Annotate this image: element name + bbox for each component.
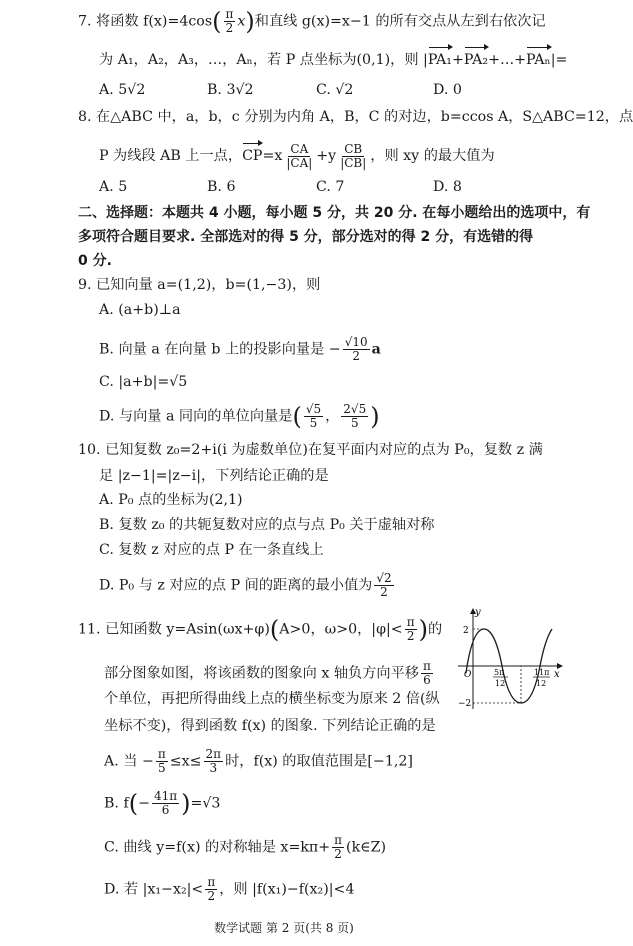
q11-d-pre: D. 若 |x₁−x₂|< bbox=[104, 881, 204, 898]
vector-pa2: PA₂ bbox=[464, 46, 488, 70]
q10-d-text: D. P₀ 与 z 对应的点 P 间的距离的最小值为 bbox=[99, 577, 373, 594]
frac-den: 2 bbox=[406, 629, 415, 643]
q11-a-mid: ≤x≤ bbox=[169, 753, 202, 770]
q11-option-b bbox=[104, 790, 220, 817]
q9-option-c: C. |a+b|=√5 bbox=[99, 374, 188, 390]
vector-pan: PAₙ bbox=[526, 46, 551, 70]
tick1-den: 12 bbox=[495, 679, 506, 688]
paren-left: ( bbox=[212, 7, 222, 36]
origin-label: O bbox=[464, 670, 472, 680]
q11-frac2 bbox=[421, 660, 433, 687]
frac-den: 5 bbox=[350, 416, 359, 430]
paren-right: ) bbox=[418, 615, 428, 644]
paren-right: ) bbox=[370, 402, 380, 431]
q9-d-text: D. 与向量 a 同向的单位向量是 bbox=[99, 408, 293, 425]
q8-line1: 8. 在△ABC 中，a，b，c 分别为内角 A，B，C 的对边，b=ccos A，S△ABC=12，点 bbox=[78, 109, 633, 125]
vector-a: a bbox=[371, 341, 381, 358]
q7-line1 bbox=[78, 8, 546, 35]
frac-num: √10 bbox=[344, 335, 368, 349]
q11-line4: 坐标不变)，得到函数 f(x) 的图象. 下列结论正确的是 bbox=[104, 718, 436, 734]
q7-line2 bbox=[99, 46, 567, 70]
q10-option-b: B. 复数 z₀ 的共轭复数对应的点与点 P₀ 关于虚轴对称 bbox=[99, 517, 435, 533]
q11-c-post: (k∈Z) bbox=[346, 839, 387, 856]
minus: − bbox=[138, 795, 150, 812]
frac-den: 6 bbox=[161, 803, 170, 817]
y-top-label: 2 bbox=[463, 626, 469, 636]
q10-line2: 足 |z−1|=|z−i|，下列结论正确的是 bbox=[99, 468, 329, 484]
q11-c-pre: C. 曲线 y=f(x) 的对称轴是 x=kπ+ bbox=[104, 839, 331, 856]
section2-line2: 多项符合题目要求. 全部选对的得 5 分，部分选对的得 2 分，有选错的得 bbox=[78, 229, 534, 245]
eq-x: =x bbox=[262, 148, 283, 164]
q11-option-c bbox=[104, 834, 386, 861]
plus: + bbox=[452, 52, 464, 68]
tick2-num: 11π bbox=[534, 668, 550, 677]
q11-option-a bbox=[104, 748, 413, 775]
paren-left: ( bbox=[128, 789, 139, 818]
x-label: x bbox=[554, 669, 560, 680]
q8-option-a: A. 5 bbox=[99, 179, 128, 195]
q9-option-b bbox=[99, 336, 381, 363]
paren-left: ( bbox=[269, 615, 280, 644]
q9-b-text: B. 向量 a 在向量 b 上的投影向量是 − bbox=[99, 341, 341, 358]
q11-d-frac bbox=[205, 876, 217, 903]
paren-right: ) bbox=[245, 7, 255, 36]
q11-line2-text: 部分图象如图，将该函数的图象向 x 轴负方向平移 bbox=[104, 665, 419, 682]
frac-den: 2 bbox=[207, 889, 216, 903]
frac-den: 2 bbox=[225, 21, 234, 35]
sine-graph bbox=[456, 605, 566, 715]
q11-line2 bbox=[104, 660, 435, 687]
q11-line1 bbox=[78, 616, 442, 643]
q7-option-c: C. √2 bbox=[316, 82, 354, 98]
frac-num: √5 bbox=[305, 402, 322, 416]
plus-y: +y bbox=[316, 148, 337, 164]
y-label: y bbox=[475, 607, 481, 618]
q9-b-frac bbox=[343, 336, 370, 363]
plus-dots: +…+ bbox=[488, 52, 527, 68]
q11-b-pre: B. f bbox=[104, 795, 129, 812]
q11-d-post: ，则 |f(x₁)−f(x₂)|<4 bbox=[219, 881, 355, 898]
frac-den: 5 bbox=[157, 761, 166, 775]
q9-d-frac2 bbox=[341, 403, 368, 430]
q9-option-d bbox=[99, 403, 380, 430]
q7-option-b: B. 3√2 bbox=[207, 82, 254, 98]
frac-num: 41π bbox=[153, 789, 178, 803]
frac-num: 2π bbox=[205, 747, 222, 761]
paren-left: ( bbox=[292, 402, 302, 431]
frac-den: 5 bbox=[309, 416, 318, 430]
q11-a-frac1 bbox=[156, 748, 168, 775]
q11-text-a: 11. 已知函数 y=Asin(ωx+φ) bbox=[78, 621, 270, 638]
q8-text-a: P 为线段 AB 上一点， bbox=[99, 148, 243, 164]
q11-b-frac bbox=[152, 790, 179, 817]
frac-den: |CA| bbox=[286, 155, 313, 170]
section2-line1: 二、选择题：本题共 4 小题，每小题 5 分，共 20 分. 在每小题给出的选项中，有 bbox=[78, 205, 591, 221]
y-bottom-label: −2 bbox=[458, 699, 472, 709]
q7-text-b: 和直线 g(x)=x−1 的所有交点从左到右依次记 bbox=[254, 13, 546, 30]
q9-option-a: A. (a+b)⊥a bbox=[99, 302, 181, 318]
q10-line1: 10. 已知复数 z₀=2+i(i 为虚数单位)在复平面内对应的点为 P₀，复数 z 满 bbox=[78, 442, 543, 458]
q8-text-b: ，则 xy 的最大值为 bbox=[370, 148, 495, 164]
frac-num: CA bbox=[290, 141, 309, 156]
q11-a-pre: A. 当 − bbox=[104, 753, 154, 770]
q7-line2-text: 为 A₁，A₂，A₃，…，Aₙ，若 P 点坐标为(0,1)，则 | bbox=[99, 52, 428, 68]
q8-frac-ca bbox=[284, 143, 314, 170]
q11-option-d bbox=[104, 876, 354, 903]
q10-option-a: A. P₀ 点的坐标为(2,1) bbox=[99, 492, 243, 508]
tick2-den: 12 bbox=[536, 679, 547, 688]
frac-den: 6 bbox=[423, 673, 431, 687]
q11-line3: 个单位，再把所得曲线上点的横坐标变为原来 2 倍(纵 bbox=[104, 691, 440, 707]
q11-b-post: =√3 bbox=[190, 795, 221, 812]
q9-d-frac1 bbox=[304, 403, 323, 430]
page-footer: 数学试题 第 2 页(共 8 页) bbox=[214, 921, 354, 935]
tick1-num: 5π bbox=[494, 668, 505, 677]
frac-den: |CB| bbox=[340, 155, 367, 170]
q11-text-b: A>0，ω>0，|φ|< bbox=[279, 621, 403, 638]
q8-option-d: D. 8 bbox=[433, 179, 462, 195]
q8-frac-cb bbox=[338, 143, 368, 170]
q7-line2-end: |= bbox=[550, 52, 568, 68]
var-x: x bbox=[237, 13, 246, 30]
q9-stem: 9. 已知向量 a=(1,2)，b=(1,−3)，则 bbox=[78, 277, 321, 293]
q11-frac1 bbox=[405, 616, 417, 643]
frac-num: π bbox=[406, 615, 415, 629]
section2-line3: 0 分. bbox=[78, 253, 112, 269]
paren-right: ) bbox=[181, 789, 191, 818]
q11-text-c: 的 bbox=[427, 621, 443, 638]
frac-den: 2 bbox=[380, 585, 388, 599]
vector-cp: CP bbox=[242, 142, 262, 166]
q11-a-frac2 bbox=[204, 748, 224, 775]
q11-c-frac bbox=[332, 834, 344, 861]
q10-option-c: C. 复数 z 对应的点 P 在一条直线上 bbox=[99, 542, 324, 558]
frac-den: 3 bbox=[209, 761, 218, 775]
q8-option-c: C. 7 bbox=[316, 179, 345, 195]
q7-text-a: 7. 将函数 f(x)=4cos bbox=[78, 13, 213, 30]
q11-a-post: 时，f(x) 的取值范围是[−1,2] bbox=[225, 753, 413, 770]
frac-den: 2 bbox=[352, 349, 360, 363]
frac-num: √2 bbox=[376, 571, 392, 585]
q8-option-b: B. 6 bbox=[207, 179, 236, 195]
frac-num: CB bbox=[344, 141, 363, 156]
q7-option-a: A. 5√2 bbox=[99, 82, 146, 98]
q10-option-d bbox=[99, 572, 396, 599]
q7-option-d: D. 0 bbox=[433, 82, 462, 98]
frac-num: π bbox=[225, 7, 234, 21]
frac-num: π bbox=[207, 875, 216, 889]
frac-num: π bbox=[157, 747, 166, 761]
q10-d-frac bbox=[374, 572, 393, 599]
q8-line2 bbox=[99, 142, 495, 170]
frac-num: π bbox=[422, 659, 431, 673]
frac-num: 2√5 bbox=[343, 402, 367, 416]
comma: ， bbox=[325, 408, 340, 425]
q7-frac bbox=[224, 8, 236, 35]
frac-num: π bbox=[334, 833, 343, 847]
vector-pa1: PA₁ bbox=[428, 46, 452, 70]
frac-den: 2 bbox=[334, 847, 342, 861]
